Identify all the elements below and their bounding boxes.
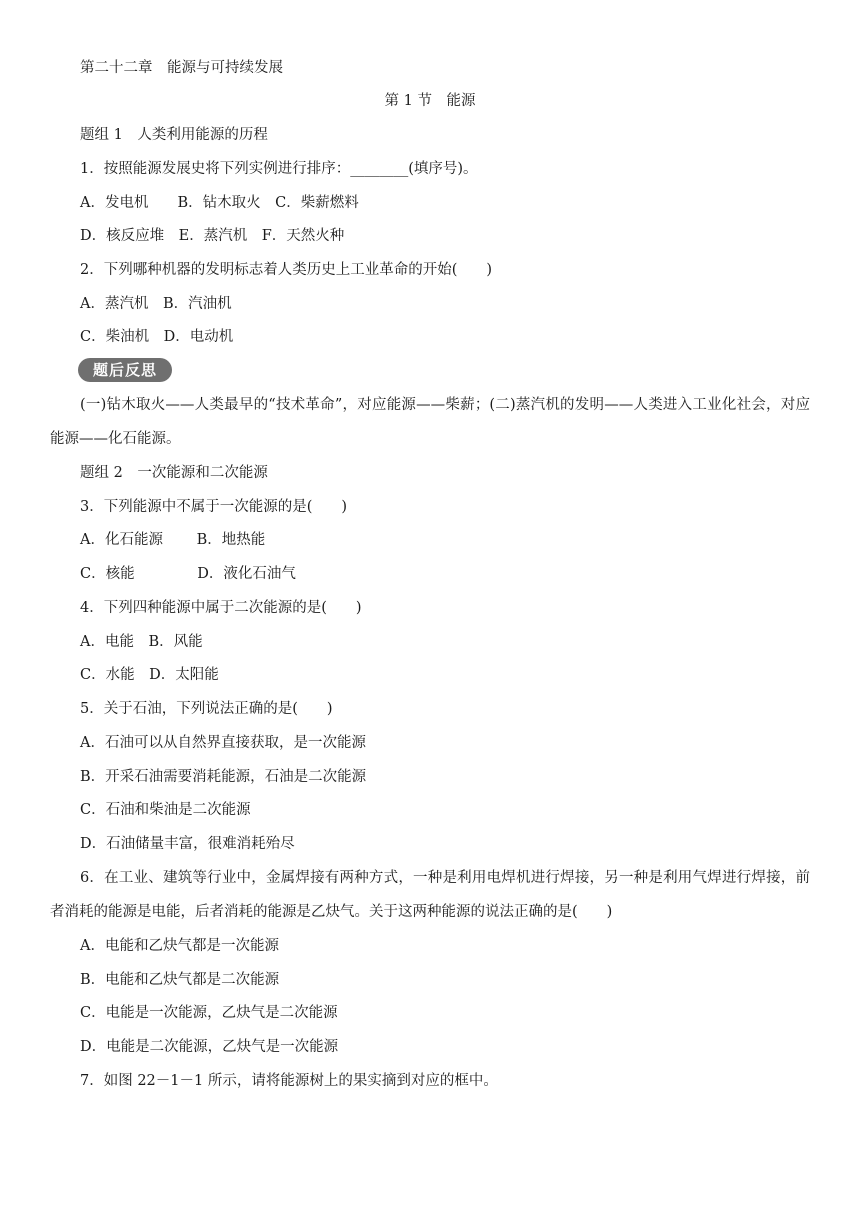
q4-options-ab: A．电能 B．风能 <box>80 634 203 650</box>
q1-options-abc: A．发电机 B．钻木取火 C．柴薪燃料 <box>80 195 359 211</box>
group2-title: 题组 2 一次能源和二次能源 <box>80 465 268 481</box>
q1-stem: 1．按照能源发展史将下列实例进行排序：________(填序号)。 <box>80 161 478 177</box>
q4-options-cd: C．水能 D．太阳能 <box>80 667 219 683</box>
q3-stem: 3．下列能源中不属于一次能源的是( ) <box>80 499 348 515</box>
q2-options-ab: A．蒸汽机 B．汽油机 <box>80 296 232 312</box>
q5-option-b: B．开采石油需要消耗能源，石油是二次能源 <box>80 769 367 785</box>
group1-title: 题组 1 人类利用能源的历程 <box>80 127 268 143</box>
q3-options-ab: A．化石能源 B．地热能 <box>80 532 266 548</box>
q6-stem: 6．在工业、建筑等行业中，金属焊接有两种方式，一种是利用电焊机进行焊接，另一种是利用气焊进行焊接，前者消耗的能源是电能，后者消耗的能源是乙炔气。关于这两种能源的说法正确的是( ) <box>50 870 810 920</box>
q6-option-c: C．电能是一次能源，乙炔气是二次能源 <box>80 1005 338 1021</box>
q2-options-cd: C．柴油机 D．电动机 <box>80 329 234 345</box>
q4-stem: 4．下列四种能源中属于二次能源的是( ) <box>80 600 362 616</box>
q6-option-d: D．电能是二次能源，乙炔气是一次能源 <box>80 1039 339 1055</box>
q3-options-cd: C．核能 D．液化石油气 <box>80 566 296 582</box>
q6-option-b: B．电能和乙炔气都是二次能源 <box>80 972 280 988</box>
q5-stem: 5．关于石油，下列说法正确的是( ) <box>80 701 333 717</box>
q5-option-c: C．石油和柴油是二次能源 <box>80 802 251 818</box>
q2-stem: 2．下列哪种机器的发明标志着人类历史上工业革命的开始( ) <box>80 262 493 278</box>
q5-option-d: D．石油储量丰富，很难消耗殆尽 <box>80 836 295 852</box>
chapter-title: 第二十二章 能源与可持续发展 <box>80 60 283 76</box>
q7-stem: 7．如图 22－1－1 所示，请将能源树上的果实摘到对应的框中。 <box>80 1073 498 1089</box>
q6-option-a: A．电能和乙炔气都是一次能源 <box>80 938 279 954</box>
section-title: 第 1 节 能源 <box>384 93 476 109</box>
q5-option-a: A．石油可以从自然界直接获取，是一次能源 <box>80 735 366 751</box>
reflection-text: (一)钻木取火——人类最早的“技术革命”，对应能源——柴薪；(二)蒸汽机的发明——人类进入工业化社会，对应能源——化石能源。 <box>50 397 810 447</box>
reflection-badge: 题后反思 <box>78 358 172 382</box>
q1-options-def: D．核反应堆 E．蒸汽机 F．天然火种 <box>80 228 345 244</box>
